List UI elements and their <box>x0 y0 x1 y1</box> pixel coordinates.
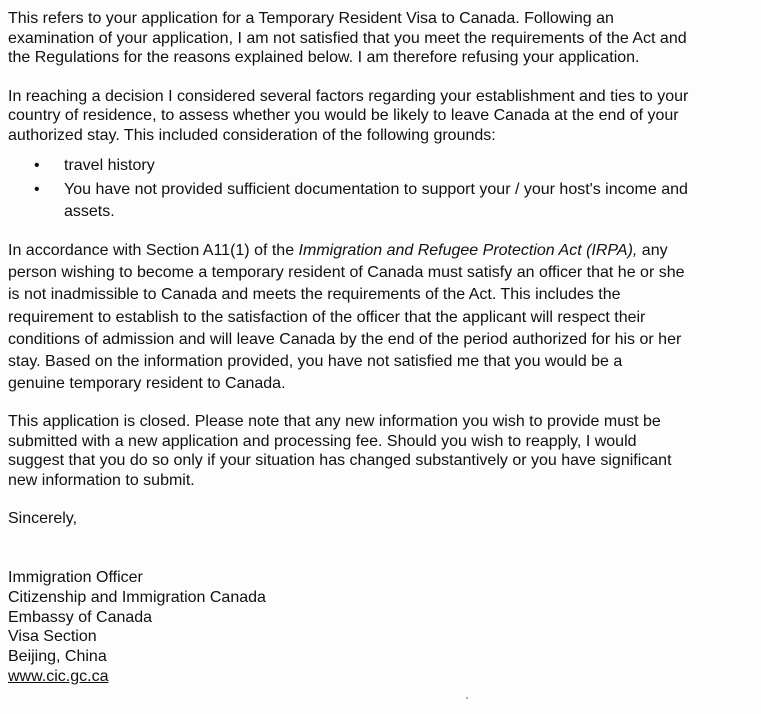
bullet-icon: • <box>34 181 40 198</box>
grounds-list <box>8 155 753 223</box>
signature-section: Visa Section <box>8 628 97 646</box>
ground-text: You have not provided sufficient documentation to support your / your host's income and assets. <box>64 181 688 220</box>
closure-paragraph: This application is closed. Please note that any new information you wish to provide must be submitted with a new application and processing fee. Should you wish to reapply, I would suggest that you do so only if your situation has changed substantively or you have significant new information to submit. <box>8 413 672 489</box>
signature-block <box>8 568 753 687</box>
legal-basis-text: any person wishing to become a temporary resident of Canada must satisfy an officer that he or she is not inadmissible to Canada and meets the requirements of the Act. This includes the requirement to establish to the satisfaction of the officer that the applicant will respect their conditions of admission and will leave Canada by the end of the period authorized for his or her stay. Based on the information provided, you have not satisfied me that you would be a genuine temporary resident to Canada. <box>8 242 685 393</box>
opening-paragraph: This refers to your application for a Temporary Resident Visa to Canada. Following an examination of your application, I am not satisfied that you meet the requirements of the Act and the Regulations for the reasons explained below. I am therefore refusing your application. <box>8 10 687 66</box>
signature-title: Immigration Officer <box>8 568 143 586</box>
signature-department: Citizenship and Immigration Canada <box>8 588 266 606</box>
bullet-icon: • <box>34 157 40 174</box>
factors-paragraph: In reaching a decision I considered several factors regarding your establishment and ties to your country of residence, to assess whether you would be likely to leave Canada at the end of your authorized stay. This included consideration of the following grounds: <box>8 87 689 144</box>
legal-basis-paragraph <box>8 240 753 395</box>
list-item <box>8 155 753 177</box>
act-name: Immigration and Refugee Protection Act (IRPA), <box>298 242 638 259</box>
signature-office: Embassy of Canada <box>8 608 153 626</box>
legal-basis-intro: In accordance with Section A11(1) of the <box>8 242 299 259</box>
signature-location: Beijing, China <box>8 648 107 666</box>
closing-salutation: Sincerely, <box>8 510 78 528</box>
scan-speck <box>466 697 468 699</box>
ground-text: travel history <box>64 157 155 174</box>
refusal-letter-body <box>8 9 753 687</box>
list-item <box>8 179 753 223</box>
website-link[interactable]: www.cic.gc.ca <box>8 667 109 685</box>
